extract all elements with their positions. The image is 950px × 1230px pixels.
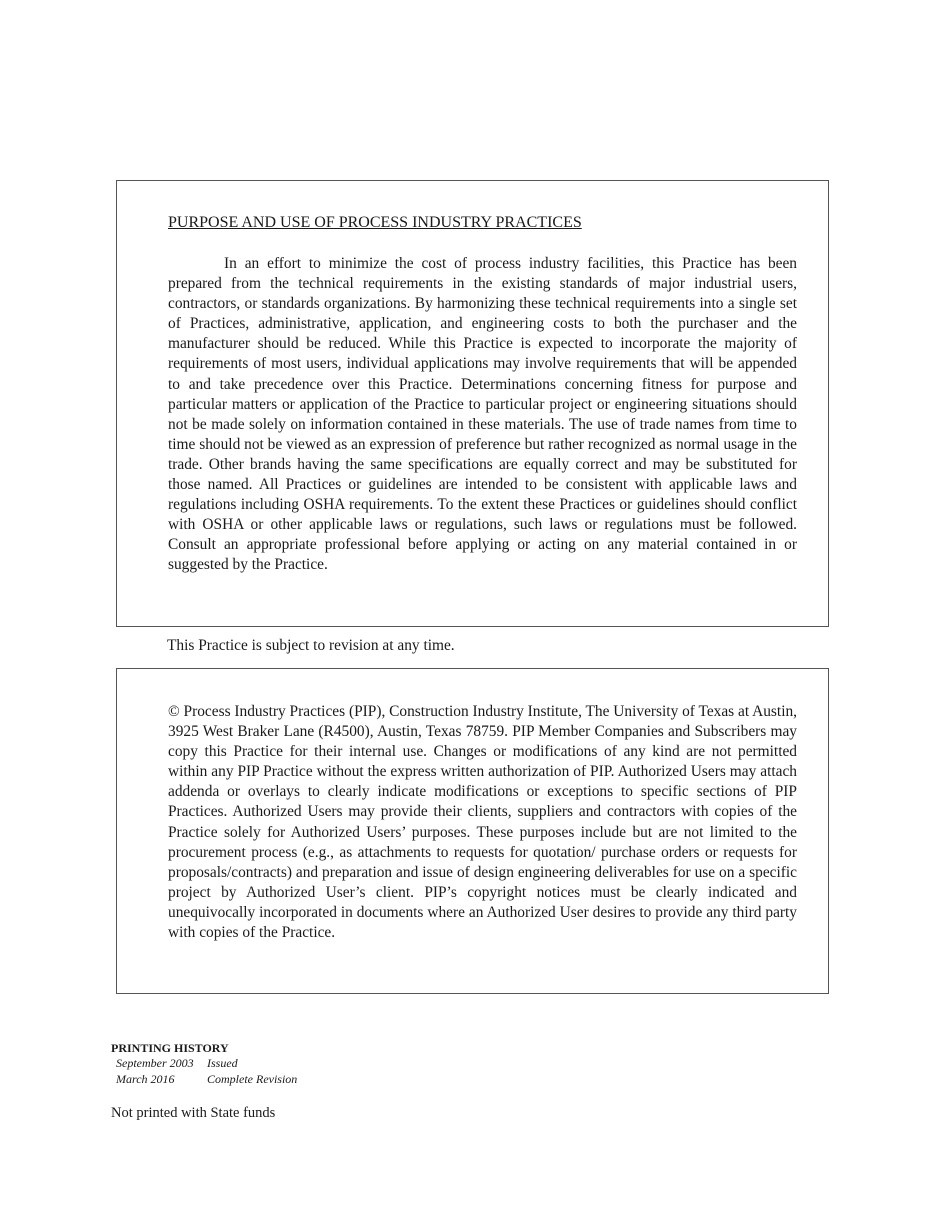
history-date: March 2016 [116,1072,175,1086]
funds-note: Not printed with State funds [111,1105,276,1121]
printing-history-entry [116,1072,297,1087]
printing-history-entry [116,1056,238,1071]
history-date: September 2003 [116,1056,194,1070]
revision-note: This Practice is subject to revision at any time. [167,637,455,654]
history-status: Complete Revision [207,1072,298,1086]
purpose-paragraph: In an effort to minimize the cost of process industry facilities, this Practice has been prepared from the technical requirements in the existing standards of major industrial users, contractors, or standards organizations. By harmonizing these technical requirements into a single set of Practices, administrative, application, and engineering costs to both the purchaser and the manufacturer should be reduced. While this Practice is expected to incorporate the majority of requirements of most users, individual applications may involve requirements that will be appended to and take precedence over this Practice. Determinations concerning fitness for purpose and particular matters or application of the Practice to particular project or engineering situations should not be made solely on information contained in these materials. The use of trade names from time to time should not be viewed as an expression of preference but rather recognized as normal usage in the trade. Other brands having the same specifications are equally correct and may be substituted for those named. All Practices or guidelines are intended to be consistent with applicable laws and regulations including OSHA requirements. To the extent these Practices or guidelines should conflict with OSHA or other applicable laws or regulations, such laws or regulations must be followed. Consult an appropriate professional before applying or acting on any material contained in or suggested by the Practice. [168,255,797,574]
printing-history-title: PRINTING HISTORY [111,1041,229,1055]
copyright-box [116,668,829,994]
purpose-heading: PURPOSE AND USE OF PROCESS INDUSTRY PRACTICES [168,214,582,231]
copyright-paragraph: © Process Industry Practices (PIP), Construction Industry Institute, The University of Texas at Austin, 3925 West Braker Lane (R4500), Austin, Texas 78759. PIP Member Companies and Subscribers may copy this Practice for their internal use. Changes or modifications of any kind are not permitted within any PIP Practice without the express written authorization of PIP. Authorized Users may attach addenda or overlays to clearly indicate modifications or exceptions to specific sections of PIP Practices. Authorized Users may provide their clients, suppliers and contractors with copies of the Practice solely for Authorized Users’ purposes. These purposes include but are not limited to the procurement process (e.g., as attachments to requests for quotation/ purchase orders or requests for proposals/contracts) and preparation and issue of design engineering deliverables for use on a specific project by Authorized User’s client. PIP’s copyright notices must be clearly indicated and unequivocally incorporated in documents where an Authorized User desires to provide any third party with copies of the Practice. [168,703,798,942]
history-status: Issued [207,1056,238,1070]
purpose-box [116,180,829,627]
